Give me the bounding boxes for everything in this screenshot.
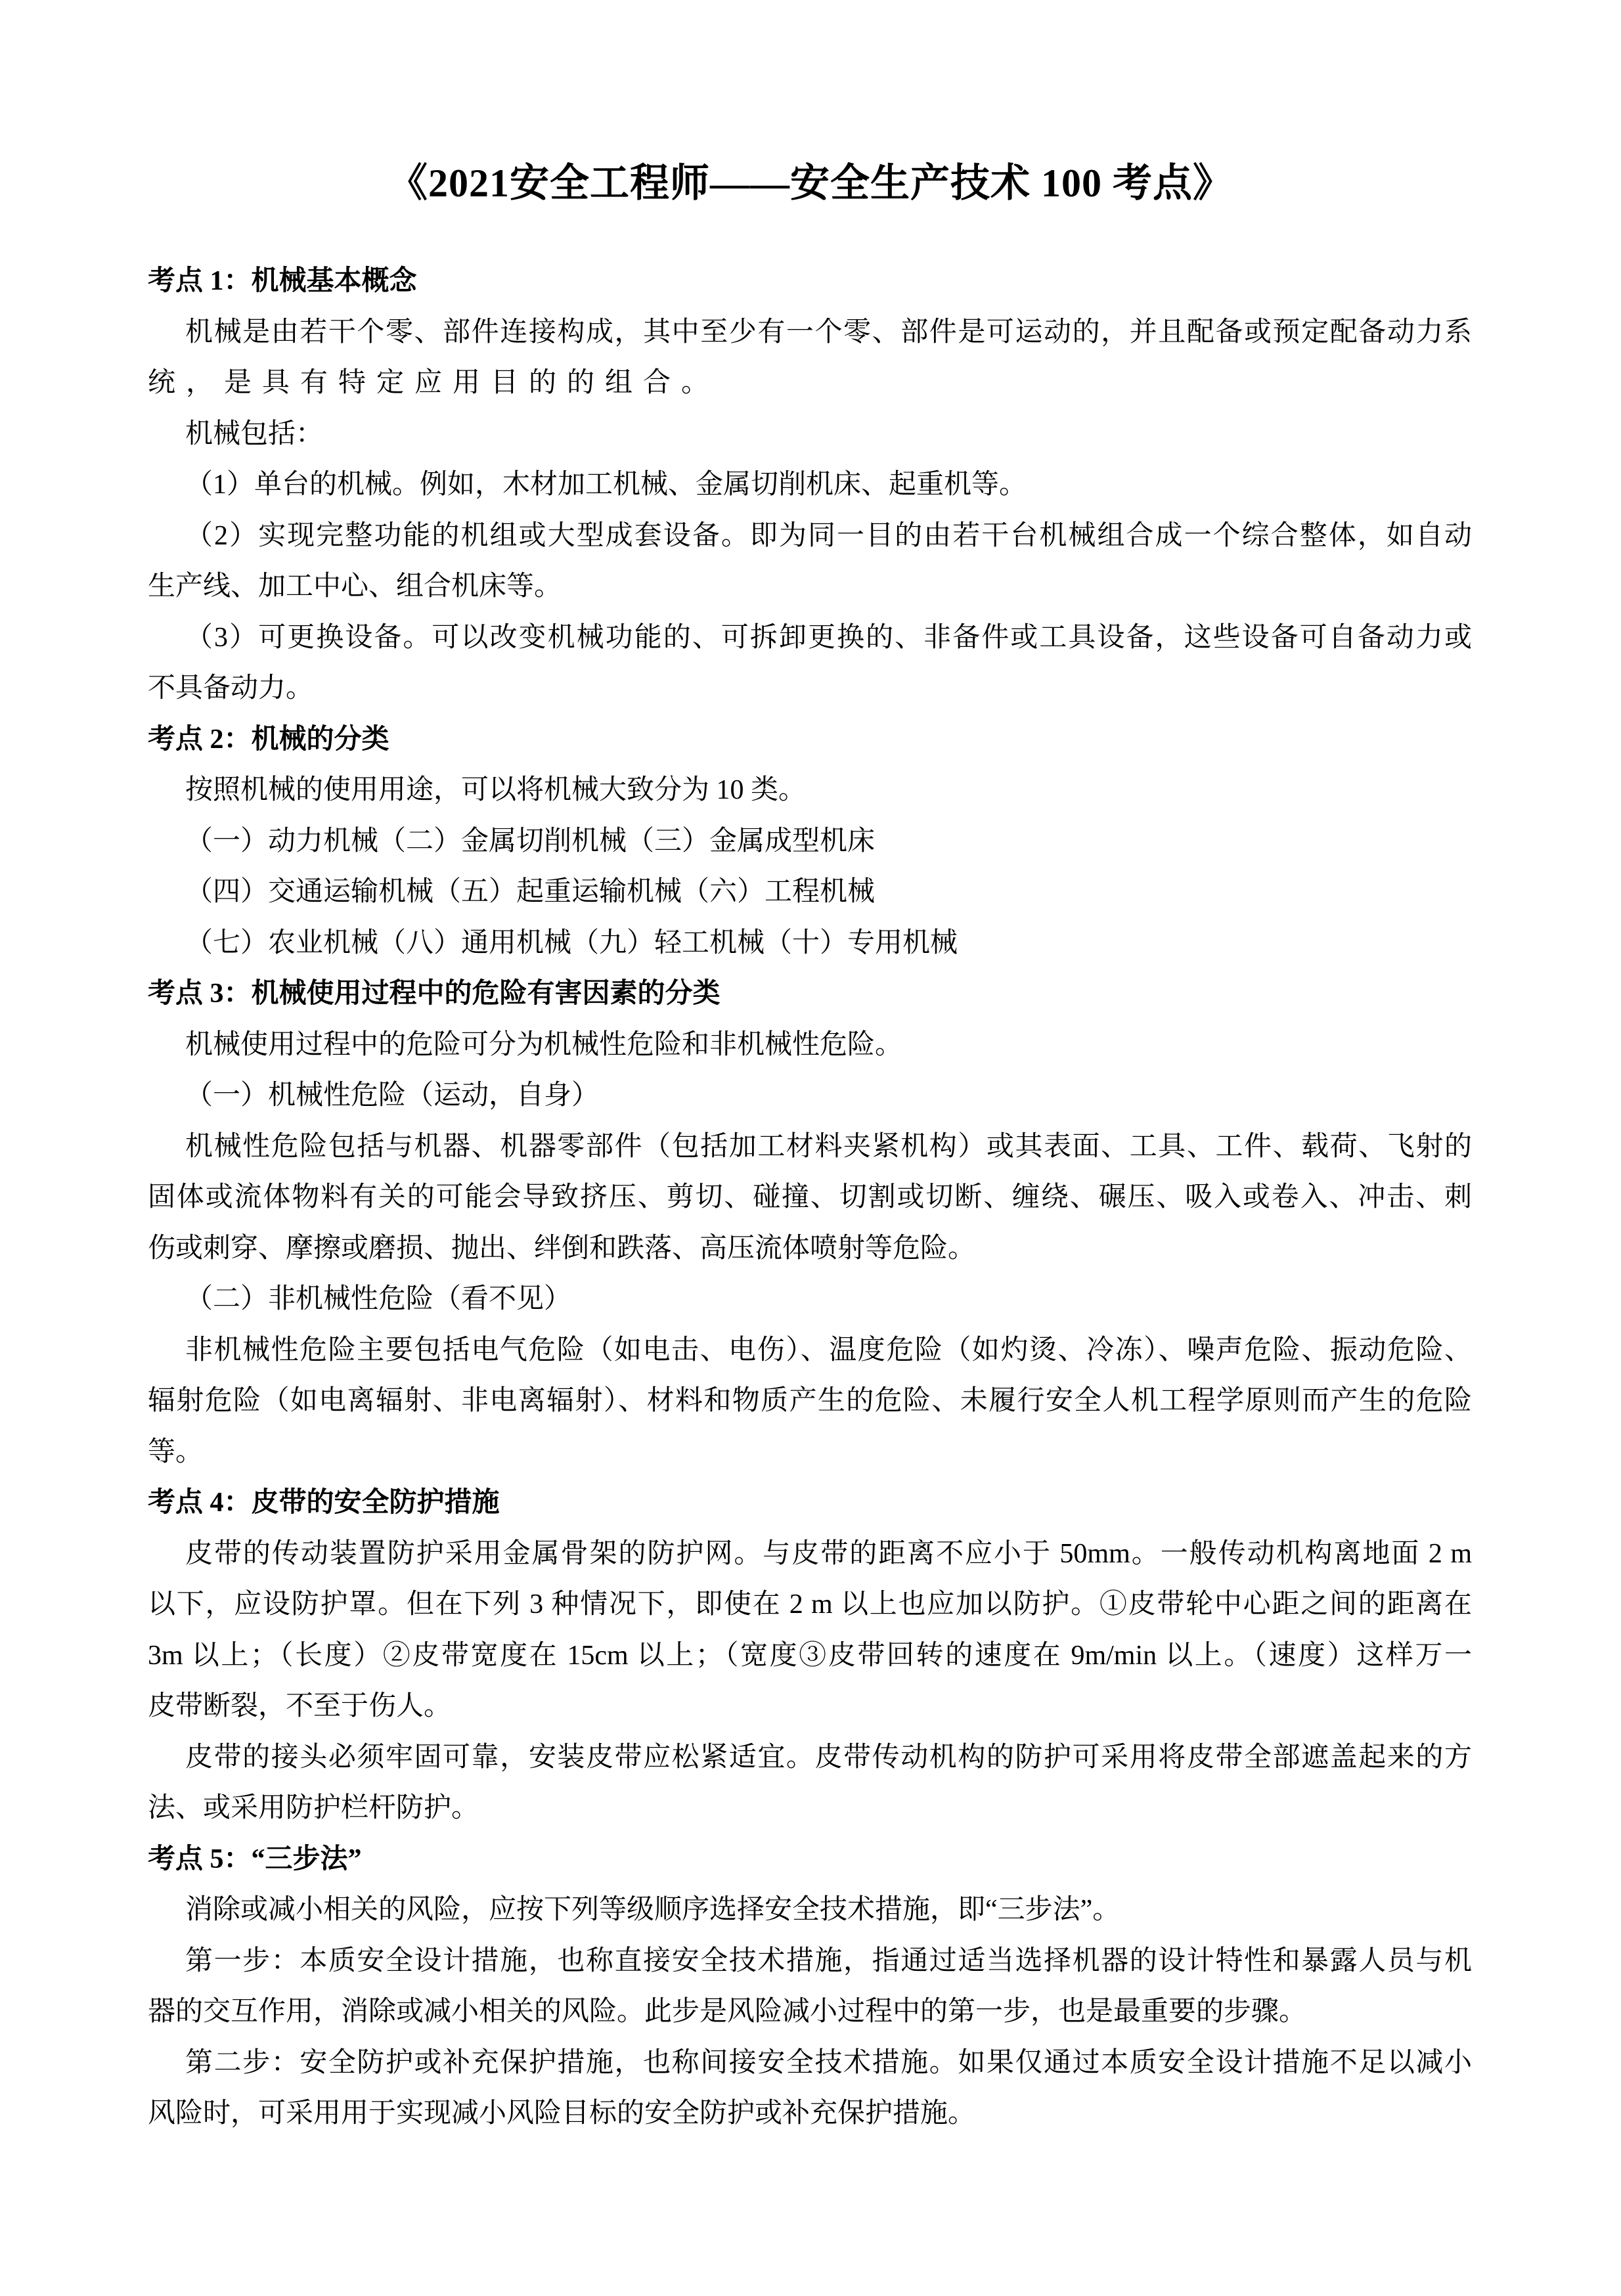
text-line: （四）交通运输机械（五）起重运输机械（六）工程机械 [185, 877, 876, 907]
text-line: （1）单台的机械。例如，木材加工机械、金属切削机床、起重机等。 [185, 470, 1027, 500]
text-line: （3）可更换设备。可以改变机械功能的、可拆卸更换的、非备件或工具设备，这些设备可自备动力或 [185, 622, 1472, 653]
text-line: 以下，应设防护罩。但在下列 3 种情况下，即使在 2 m 以上也应加以防护。①皮带轮中心距之间的距离在 [148, 1589, 1472, 1620]
text-line: 消除或减小相关的风险，应按下列等级顺序选择安全技术措施，即“三步法”。 [185, 1895, 1121, 1925]
text-line: 皮带的接头必须牢固可靠，安装皮带应松紧适宜。皮带传动机构的防护可采用将皮带全部遮盖起来的方 [185, 1742, 1472, 1773]
section-heading: 考点 5：“三步法” [148, 1843, 362, 1874]
section-heading: 考点 1：机械基本概念 [148, 266, 417, 296]
text-line: 伤或刺穿、摩擦或磨损、抛出、绊倒和跌落、高压流体喷射等危险。 [148, 1233, 976, 1264]
text-line: （七）农业机械（八）通用机械（九）轻工机械（十）专用机械 [185, 927, 958, 958]
text-line: 皮带的传动装置防护采用金属骨架的防护网。与皮带的距离不应小于 50mm。一般传动机构离地面 2 m [185, 1538, 1472, 1569]
text-line: 机械包括： [185, 418, 324, 449]
text-line: （二）非机械性危险（看不见） [185, 1284, 572, 1314]
text-line: （一）动力机械（二）金属切削机械（三）金属成型机床 [185, 826, 876, 856]
text-line: 3m 以上；（长度）②皮带宽度在 15cm 以上；（宽度③皮带回转的速度在 9m/min 以上。（速度）这样万一 [148, 1640, 1472, 1671]
section-heading: 考点 2：机械的分类 [148, 724, 389, 755]
text-line: 第二步：安全防护或补充保护措施，也称间接安全技术措施。如果仅通过本质安全设计措施不足以减小 [185, 2047, 1472, 2078]
text-line: 等。 [148, 1436, 204, 1467]
text-line: 法、或采用防护栏杆防护。 [148, 1793, 479, 1823]
text-line: （2）实现完整功能的机组或大型成套设备。即为同一目的由若干台机械组合成一个综合整体，如自动 [185, 520, 1472, 551]
text-line: 统，是具有特定应用目的的组合。 [148, 368, 720, 398]
document-body [148, 256, 1472, 2140]
text-line: 辐射危险（如电离辐射、非电离辐射）、材料和物质产生的危险、未履行安全人机工程学原则而产生的危险 [148, 1386, 1472, 1416]
text-line: 固体或流体物料有关的可能会导致挤压、剪切、碰撞、切割或切断、缠绕、碾压、吸入或卷入、冲击、刺 [148, 1182, 1472, 1212]
text-line: 机械性危险包括与机器、机器零部件（包括加工材料夹紧机构）或其表面、工具、工件、载荷、飞射的 [185, 1131, 1472, 1162]
text-line: 按照机械的使用用途，可以将机械大致分为 10 类。 [185, 775, 807, 805]
text-line: 皮带断裂，不至于伤人。 [148, 1691, 452, 1721]
text-line: 机械使用过程中的危险可分为机械性危险和非机械性危险。 [185, 1029, 903, 1060]
text-line: （一）机械性危险（运动，自身） [185, 1080, 600, 1111]
text-line: 机械是由若干个零、部件连接构成，其中至少有一个零、部件是可运动的，并且配备或预定配备动力系 [185, 317, 1472, 347]
section-heading: 考点 3：机械使用过程中的危险有害因素的分类 [148, 979, 721, 1009]
document-title: 《2021安全工程师——安全生产技术 100 考点》 [388, 162, 1233, 205]
text-line: 风险时，可采用用于实现减小风险目标的安全防护或补充保护措施。 [148, 2098, 976, 2129]
text-line: 器的交互作用，消除或减小相关的风险。此步是风险减小过程中的第一步，也是最重要的步骤。 [148, 1997, 1307, 2027]
text-line: 不具备动力。 [148, 673, 314, 703]
text-line: 第一步：本质安全设计措施，也称直接安全技术措施，指通过适当选择机器的设计特性和暴露人员与机 [185, 1945, 1472, 1976]
text-line: 非机械性危险主要包括电气危险（如电击、电伤）、温度危险（如灼烫、冷冻）、噪声危险、振动危险、 [185, 1335, 1472, 1365]
section-heading: 考点 4：皮带的安全防护措施 [148, 1488, 500, 1518]
text-line: 生产线、加工中心、组合机床等。 [148, 571, 562, 602]
